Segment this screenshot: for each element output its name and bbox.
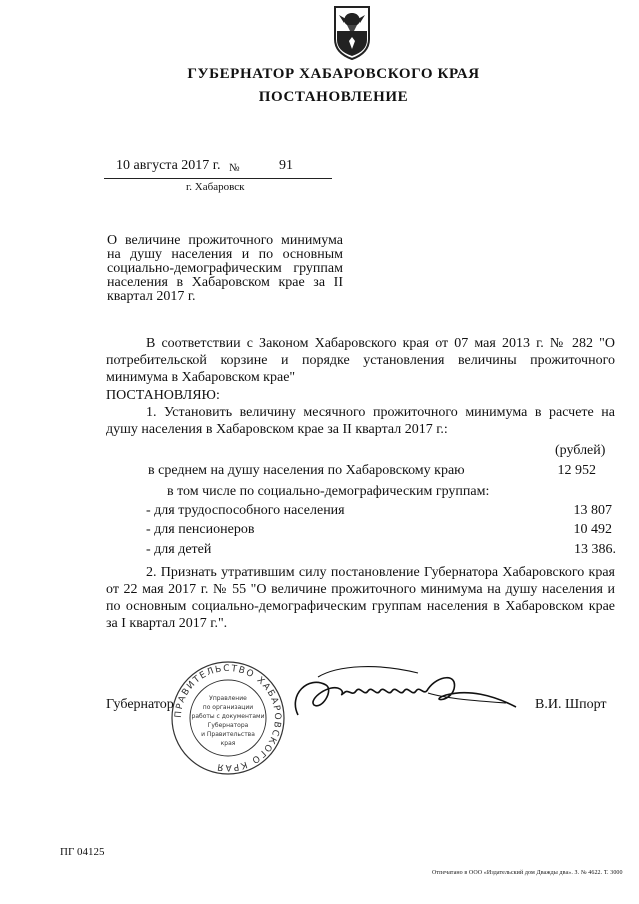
table-row-label: в среднем на душу населения по Хабаровскому краю <box>148 463 465 478</box>
document-subject: О величине прожиточного минимума на душу населения и по основным социально-демографическим группам населения в Хабаровском крае за II квартал 2017 г. <box>107 233 343 304</box>
stamp-inner-line: работы с документами <box>191 713 265 720</box>
handwritten-signature <box>278 655 528 725</box>
number-label: № <box>229 162 240 174</box>
form-code: ПГ 04125 <box>60 846 105 858</box>
document-type: ПОСТАНОВЛЕНИЕ <box>258 89 409 105</box>
stamp-inner-line: края <box>220 740 236 747</box>
stamp-inner-line: и Правительства <box>201 731 255 738</box>
item-1-paragraph: 1. Установить величину месячного прожиточного минимума в расчете на душу населения в Хабаровском крае за II квартал 2017 г.: <box>106 405 615 437</box>
table-row-label: - для пенсионеров <box>146 522 255 537</box>
city: г. Хабаровск <box>186 181 245 193</box>
preamble-paragraph: В соответствии с Законом Хабаровского края от 07 мая 2013 г. № 282 "О потребительской корзине и порядке установления величины прожиточного минимума в Хабаровском крае" <box>106 336 615 385</box>
stamp-inner-line: по организации <box>202 704 254 711</box>
table-row-label: - для трудоспособного населения <box>146 503 345 518</box>
table-row-value: 12 952 <box>557 463 596 478</box>
stamp-ring-text: ПРАВИТЕЛЬСТВО ХАБАРОВСКОГО КРАЯ <box>173 663 283 773</box>
signatory-name: В.И. Шпорт <box>535 697 607 712</box>
item-2-paragraph: 2. Признать утратившим силу постановление Губернатора Хабаровского края от 22 мая 2017 г. № 55 "О величине прожиточного минимума на душу населения и по основным социально-демографическим группам населения в Хабаровском крае за I квартал 2017 г.". <box>106 565 615 631</box>
document-number: 91 <box>279 158 293 173</box>
resolve-word: ПОСТАНОВЛЯЮ: <box>106 388 220 403</box>
printer-imprint: Отпечатано в ООО «Издательский дом Дважды два». З. № 4622. Т. 3000 <box>432 870 623 876</box>
table-row-value: 13 807 <box>573 503 612 518</box>
document-date: 10 августа 2017 г. <box>116 158 221 173</box>
stamp-inner-line: Управление <box>209 695 247 702</box>
date-underline <box>104 178 332 179</box>
table-row-value: 13 386. <box>574 542 616 557</box>
coat-of-arms-emblem <box>331 3 373 61</box>
table-row-label: в том числе по социально-демографическим группам: <box>167 484 490 499</box>
table-row-label: - для детей <box>146 542 212 557</box>
signatory-position: Губернатор <box>106 697 174 712</box>
authority-title: ГУБЕРНАТОР ХАБАРОВСКОГО КРАЯ <box>187 66 480 82</box>
table-row-value: 10 492 <box>573 522 612 537</box>
stamp-inner-line: Губернатора <box>207 722 249 729</box>
unit-label: (рублей) <box>555 443 606 458</box>
official-stamp <box>168 658 288 778</box>
